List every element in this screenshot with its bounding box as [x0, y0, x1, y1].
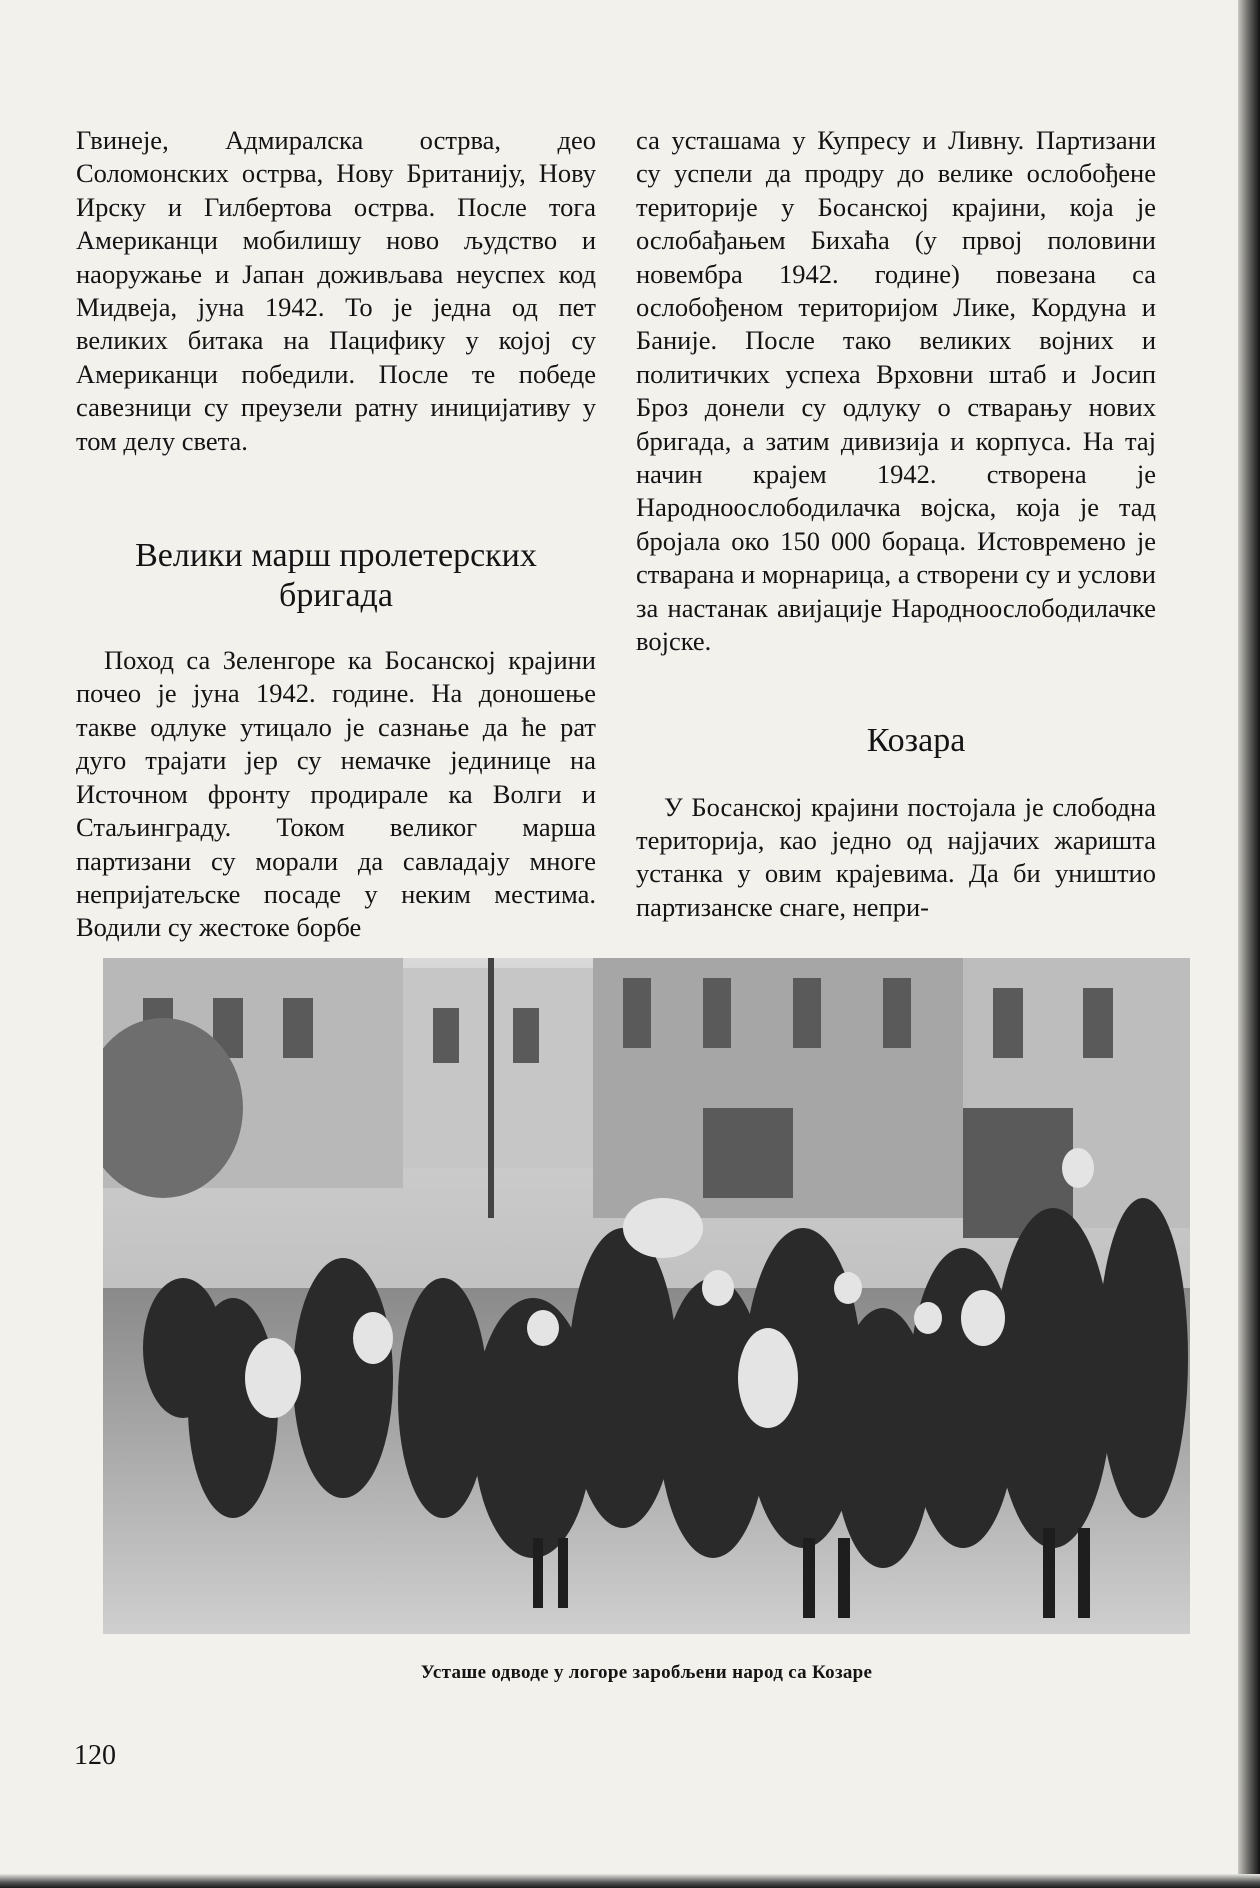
page-number: 120	[74, 1740, 116, 1771]
left-column	[76, 124, 596, 945]
right-paragraph-2: У Босанској крајини постојала је слободна територија, као једно од најјачих жаришта устанка у овим крајевима. Да би уништио партизанске снаге, непри-	[636, 791, 1156, 922]
scan-shadow-bottom	[0, 1874, 1260, 1888]
left-paragraph-2: Поход са Зеленгоре ка Босанској крајини почео је јуна 1942. године. На доношење такве одлуке утицало је сазнање да ће рат дуго трајати јер су немачке јединице на Источном фронту продирале ка Волги и Стаљинграду. Током великог марша партизани су морали да савладају многе непријатељске посаде у неким местима. Водили су жестоке борбе	[76, 645, 596, 943]
historical-photo	[103, 958, 1190, 1634]
left-paragraph-1: Гвинеје, Адмиралска острва, део Соломонских острва, Нову Британију, Нову Ирску и Гилбертова острва. После тога Американци мобилишу ново људство и наоружање и Јапан доживљава неуспех код Мидвеја, јуна 1942. То је једна од пет великих битака на Пацифику у којој су Американци победили. После те победе савезници су преузели ратну иницијативу у том делу света.	[76, 125, 596, 456]
section-heading-great-march: Велики марш пролетерских бригада	[135, 537, 537, 615]
section-heading-kozara: Козара	[866, 721, 966, 759]
right-column	[636, 124, 1156, 924]
right-paragraph-1: са усташама у Купресу и Ливну. Партизани су успели да продру до велике ослобођене територије у Босанској крајини, која је ослобађањем Бихаћа (у првој половини новембра 1942. године) повезана са ослобођеном територијом Лике, Кордуна и Баније. После тако великих војних и политичких успеха Врховни штаб и Јосип Броз донели су одлуку о стварању нових бригада, а затим дивизија и корпуса. На тај начин крајем 1942. створена је Народноослободилачка војска, која је тад бројала око 150 000 бораца. Истовремено је стварана и морнарица, а створени су и услови за настанак авијације Народноослободилачке војске.	[636, 125, 1156, 657]
figure-caption: Усташе одводе у логоре заробљени народ са Козаре	[420, 1662, 873, 1683]
scan-shadow-right	[1238, 0, 1260, 1888]
